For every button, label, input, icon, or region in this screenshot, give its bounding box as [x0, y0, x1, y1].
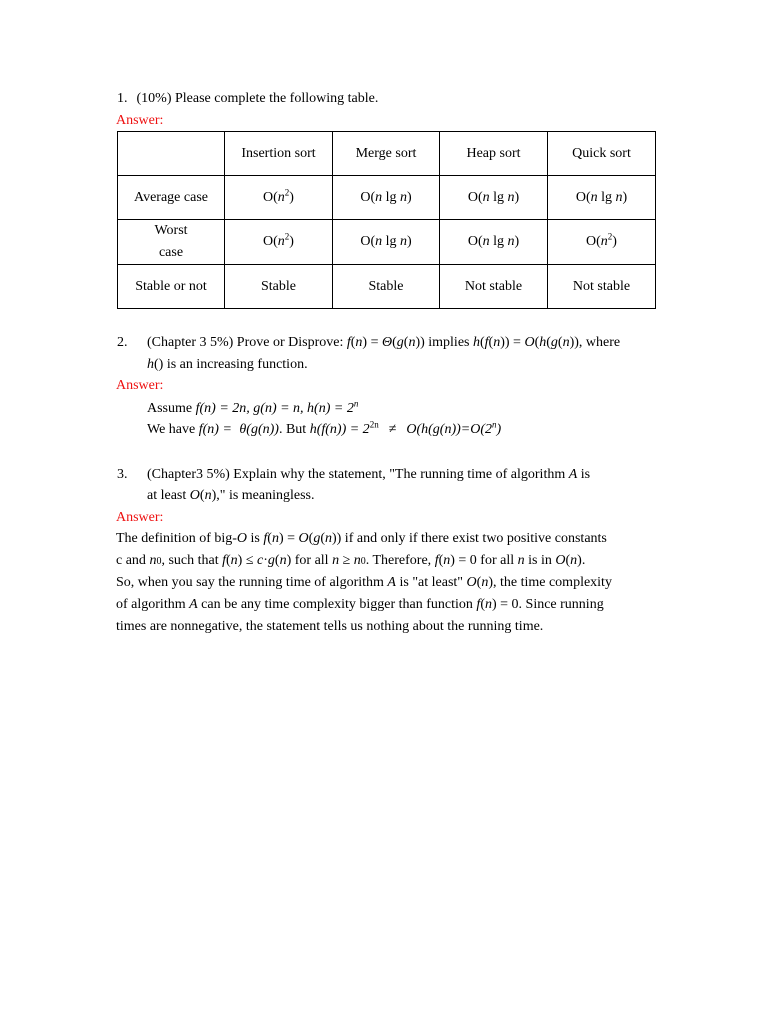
table-cell: O(n lg n) [548, 176, 656, 220]
table-cell: Stable [225, 265, 333, 309]
row-label: Stable or not [118, 265, 225, 309]
q1-heading [117, 90, 378, 108]
table-cell: O(n lg n) [440, 220, 548, 265]
table-row-worst [118, 220, 656, 265]
header-cell: Insertion sort [225, 132, 333, 176]
q3-answer-label: Answer: [116, 510, 164, 525]
table-cell: O(n lg n) [333, 176, 440, 220]
q3-answer-line4: of algorithm A can be any time complexity bigger than function f(n) = 0. Since running [116, 597, 604, 612]
table-cell: $O(n^2)$ [225, 220, 333, 265]
q2-number: 2. [117, 335, 128, 350]
q3-answer-line2: c and n0, such that f(n) ≤ c·g(n) for all n ≥ n0. Therefore, f(n) = 0 for all n is in O(n). [116, 553, 586, 568]
table-row-average [118, 176, 656, 220]
header-cell: Quick sort [548, 132, 656, 176]
q2-line2: h() is an increasing function. [147, 357, 308, 372]
table-cell: Stable [333, 265, 440, 309]
header-cell-empty [118, 132, 225, 176]
header-cell: Heap sort [440, 132, 548, 176]
q2-assume: Assume f(n) = 2n, g(n) = n, $h(n) = 2^n$ [147, 398, 359, 416]
row-label: Average case [118, 176, 225, 220]
table-cell: Not stable [440, 265, 548, 309]
table-cell: Not stable [548, 265, 656, 309]
q3-answer-line5: times are nonnegative, the statement tells us nothing about the running time. [116, 619, 544, 634]
row-label: Worst case [118, 220, 225, 265]
table-cell: O(n lg n) [333, 220, 440, 265]
q3-line2: at least O(n)," is meaningless. [147, 488, 315, 503]
table-cell: $O(n^2)$ [225, 176, 333, 220]
table-row-stable [118, 265, 656, 309]
q3-line1: (Chapter3 5%) Explain why the statement, "The running time of algorithm A is [147, 467, 591, 482]
q3-answer-line1: The definition of big-O is f(n) = O(g(n)) if and only if there exist two positive constants [116, 531, 607, 546]
complexity-table [117, 131, 656, 309]
q2-we-have: We have f(n) = θ(g(n)). But $h(f(n)) = 2^{2n} \ne O(h(g(n))=O(2^n)$ [147, 419, 502, 437]
q1-answer-label: Answer: [116, 113, 164, 128]
q1-text: (10%) Please complete the following table. [136, 91, 379, 106]
q2-line1: (Chapter 3 5%) Prove or Disprove: f(n) = Θ(g(n)) implies h(f(n)) = O(h(g(n)), where [147, 335, 621, 350]
header-cell: Merge sort [333, 132, 440, 176]
q3-number: 3. [117, 467, 128, 482]
table-header-row [118, 132, 656, 176]
q2-answer-label: Answer: [116, 378, 164, 393]
table-cell: $O(n^2)$ [548, 220, 656, 265]
q1-number: 1. [117, 91, 128, 106]
table-cell: O(n lg n) [440, 176, 548, 220]
q3-answer-line3: So, when you say the running time of algorithm A is "at least" O(n), the time complexity [116, 575, 612, 590]
